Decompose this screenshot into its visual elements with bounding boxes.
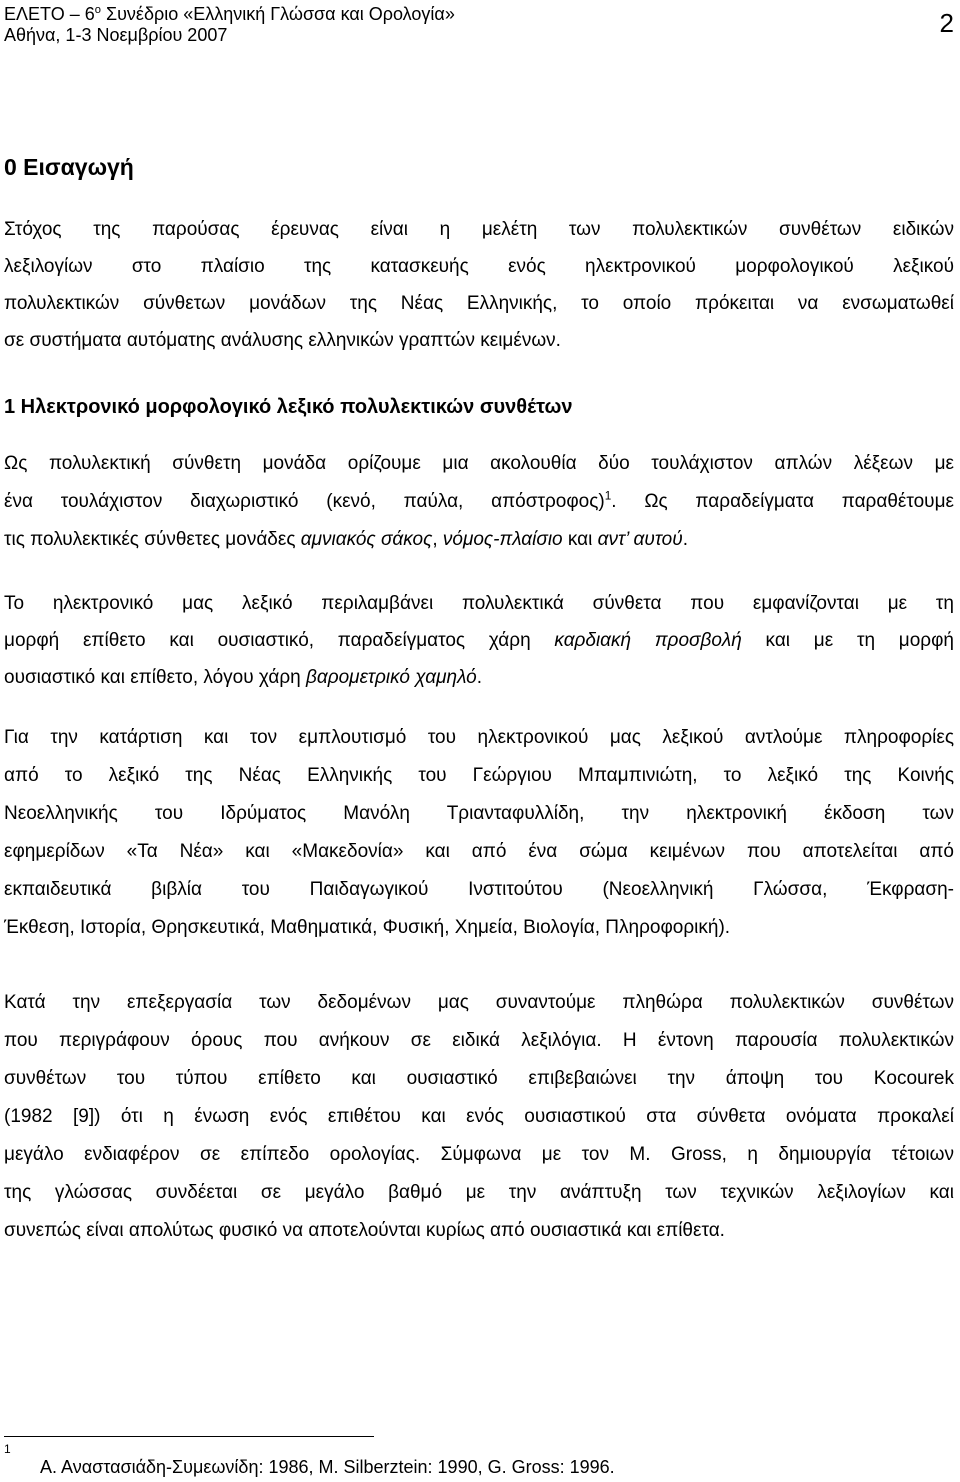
processing-paragraph (4, 984, 954, 1249)
sources-paragraph (4, 719, 954, 946)
intro-paragraph (4, 211, 954, 359)
text-line: ένα τουλάχιστον διαχωριστικό (κενό, παύλα, απόστροφος)$^1$. Ως παραδείγματα παραθέτουμε (4, 489, 954, 512)
text-line: εφημερίδων «Τα Νέα» και «Μακεδονία» και από ένα σώμα κειμένων που αποτελείται από (4, 841, 954, 862)
page-header (4, 4, 954, 48)
text-line: λεξιλογίων στο πλαίσιο της κατασκευής ενός ηλεκτρονικού μορφολογικού λεξικού (4, 256, 954, 277)
footnote-separator (4, 1436, 374, 1437)
text-line: Το ηλεκτρονικό μας λεξικό περιλαμβάνει πολυλεκτικά σύνθετα που εμφανίζονται με τη (4, 593, 954, 614)
text-line: ουσιαστικό και επίθετο, λόγου χάρη βαρομετρικό χαμηλό. (4, 667, 483, 688)
text-line: της γλώσσας συνδέεται σε μεγάλο βαθμό με την ανάπτυξη των τεχνικών λεξιλογίων και (4, 1182, 954, 1203)
text-line: (1982 [9]) ότι η ένωση ενός επιθέτου και ενός ουσιαστικού στα σύνθετα ονόματα προκαλεί (4, 1106, 954, 1127)
text-line: που περιγράφουν όρους που ανήκουν σε ειδικά λεξιλόγια. Η έντονη παρουσία πολυλεκτικών (4, 1030, 954, 1051)
forms-paragraph (4, 585, 954, 696)
footnote-marker: 1 (4, 1442, 11, 1456)
conference-title: ΕΛΕΤΟ – $6^o$ Συνέδριο «Ελληνική Γλώσσα και Ορολογία» (4, 4, 455, 24)
section-1-heading: 1 Ηλεκτρονικό μορφολογικό λεξικό πολυλεκτικών συνθέτων (4, 396, 573, 418)
text-line: Για την κατάρτιση και τον εμπλουτισμό του ηλεκτρονικού μας λεξικού αντλούμε πληροφορίες (4, 727, 954, 748)
footnote-ref: 1 (604, 489, 612, 503)
conference-location-date: Αθήνα, 1-3 Νοεμβρίου 2007 (4, 25, 228, 45)
text-line: Στόχος της παρούσας έρευνας είναι η μελέτη των πολυλεκτικών συνθέτων ειδικών (4, 219, 954, 240)
section-0-heading: 0 Εισαγωγή (4, 154, 134, 180)
text-line: Νεοελληνικής του Ιδρύματος Μανόλη Τριανταφυλλίδη, την ηλεκτρονική έκδοση των (4, 803, 954, 824)
example-term: αντ’ αυτού (597, 529, 683, 550)
text-line: Κατά την επεξεργασία των δεδομένων μας συναντούμε πληθώρα πολυλεκτικών συνθέτων (4, 992, 954, 1013)
page-number: 2 (939, 8, 954, 38)
text-line: πολυλεκτικών σύνθετων μονάδων της Νέας Ελληνικής, το οποίο πρόκειται να ενσωματωθεί (4, 293, 954, 314)
text-line: συνθέτων του τύπου επίθετο και ουσιαστικό επιβεβαιώνει την άποψη του Kocourek (4, 1068, 954, 1089)
text-line: από το λεξικό της Νέας Ελληνικής του Γεώργιου Μπαμπινιώτη, το λεξικό της Κοινής (4, 765, 954, 786)
example-term: νόμος-πλαίσιο (442, 529, 563, 550)
footnote-text: Α. Αναστασιάδη-Συμεωνίδη: 1986, M. Silberztein: 1990, G. Gross: 1996. (40, 1457, 615, 1477)
text-line: εκπαιδευτικά βιβλία του Παιδαγωγικού Ινστιτούτου (Νεοελληνική Γλώσσα, Έκφραση- (4, 879, 954, 900)
text-line: μεγάλο ενδιαφέρον σε επίπεδο ορολογίας. Σύμφωνα με τον M. Gross, η δημιουργία τέτοιων (4, 1144, 954, 1165)
example-term: βαρομετρικό χαμηλό (306, 667, 477, 688)
example-term: καρδιακή προσβολή (554, 630, 742, 651)
text-line: σε συστήματα αυτόματης ανάλυσης ελληνικών γραπτών κειμένων. (4, 330, 561, 351)
text-line: Έκθεση, Ιστορία, Θρησκευτικά, Μαθηματικά, Φυσική, Χημεία, Βιολογία, Πληροφορική). (4, 917, 731, 938)
text-line: τις πολυλεκτικές σύνθετες μονάδες αμνιακός σάκος, νόμος-πλαίσιο και αντ’ αυτού. (4, 529, 688, 550)
text-line: μορφή επίθετο και ουσιαστικό, παραδείγματος χάρη καρδιακή προσβολή και με τη μορφή (4, 630, 954, 651)
text-line: Ως πολυλεκτική σύνθετη μονάδα ορίζουμε μια ακολουθία δύο τουλάχιστον απλών λέξεων με (4, 453, 954, 474)
text-line: συνεπώς είναι απολύτως φυσικό να αποτελούνται κυρίως από ουσιαστικά και επίθετα. (4, 1220, 725, 1241)
example-term: αμνιακός σάκος (300, 529, 433, 550)
definition-paragraph (4, 445, 954, 558)
